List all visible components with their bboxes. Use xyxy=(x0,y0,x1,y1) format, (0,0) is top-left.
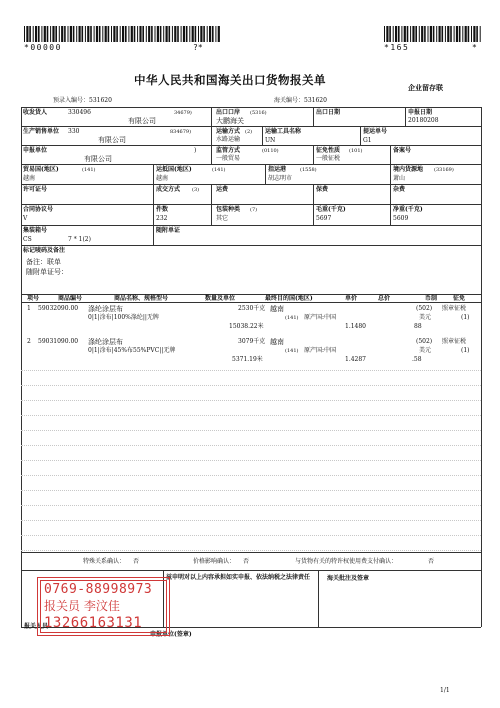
barcode-bar xyxy=(35,26,37,42)
item-qty-length: 15038.22米 xyxy=(229,323,264,330)
col-header-hs-code: 商品编号 xyxy=(58,295,83,302)
levy-nature-code: (101) xyxy=(349,148,363,154)
barcode-bar xyxy=(433,26,435,42)
dest-port-code: (1558) xyxy=(300,167,317,173)
net-weight-value: 5609 xyxy=(393,215,409,222)
barcode-bar xyxy=(108,26,110,42)
guide-line xyxy=(21,385,481,386)
guide-line xyxy=(21,445,481,446)
barcode-bar xyxy=(174,26,176,42)
col-header-currency: 币制 xyxy=(425,295,438,302)
price-impact-value: 否 xyxy=(243,558,250,565)
transport-code: (2) xyxy=(245,129,253,135)
special-relation-value: 否 xyxy=(133,558,140,565)
remarks-label: 标记唛码及备注 xyxy=(23,247,66,254)
package-label: 包装种类 xyxy=(216,206,241,213)
barcode-bar xyxy=(85,26,86,42)
barcode-bar xyxy=(177,26,179,42)
item-total-tail: 88 xyxy=(414,323,422,330)
pieces-label: 件数 xyxy=(156,206,169,213)
barcode-bar xyxy=(111,26,112,42)
col-header-item-no: 项号 xyxy=(27,295,40,302)
declare-date-label: 申报日期 xyxy=(408,109,433,116)
barcode-bar xyxy=(395,26,397,42)
barcode-bar xyxy=(389,26,391,42)
barcode-bar xyxy=(450,26,452,42)
barcode-bar xyxy=(128,26,129,42)
barcode-right xyxy=(384,26,482,42)
item-name: 涤纶涂层布 xyxy=(88,338,123,346)
barcode-bar xyxy=(68,26,69,42)
barcode-bar xyxy=(393,26,394,42)
item-origin: 原产国:中国 xyxy=(304,347,337,354)
barcode-bar xyxy=(439,26,441,42)
legal-statement: 兹申明对以上内容承担如实申报、依法纳税之法律责任 xyxy=(166,574,311,581)
barcode-bar xyxy=(33,26,34,42)
stamp-mobile: 13266163131 xyxy=(44,615,143,631)
barcode-bar xyxy=(480,26,481,42)
trade-country-value: 越南 xyxy=(23,175,36,182)
barcode-bar xyxy=(386,26,388,42)
declare-date-value: 20180208 xyxy=(408,117,439,124)
export-date-label: 出口日期 xyxy=(316,109,341,116)
barcode-bar xyxy=(59,26,60,42)
stamp-person: 报关员 李汶佳 xyxy=(44,599,120,613)
barcode-bar xyxy=(442,26,444,42)
barcode-bar xyxy=(116,26,118,42)
item-spec: 0|1|涂布|100%涤纶||无牌 xyxy=(88,314,159,321)
customs-number-label: 海关编号：531620 xyxy=(274,97,327,104)
royalty-label: 与货物有关的特许权使用费支付确认： xyxy=(295,558,398,565)
dest-country-value: 越南 xyxy=(156,175,169,182)
barcode-bar xyxy=(401,26,402,42)
pre-entry-number: 531620 xyxy=(89,97,112,104)
guide-line xyxy=(21,475,481,476)
barcode-bar xyxy=(424,26,426,42)
barcode-bar xyxy=(155,26,156,42)
barcode-bar xyxy=(151,26,153,42)
barcode-bar xyxy=(148,26,150,42)
barcode-left xyxy=(24,26,220,42)
barcode-bar xyxy=(70,26,72,42)
barcode-bar xyxy=(55,26,57,42)
barcode-bar xyxy=(198,26,199,42)
barcode-bar xyxy=(404,26,406,42)
col-header-levy: 征免 xyxy=(453,295,466,302)
col-header-destination: 最终目的国(地区) xyxy=(265,295,313,302)
item-unit-price: 1.4287 xyxy=(345,356,366,363)
item-qty-length: 5371.19米 xyxy=(232,356,263,363)
item-no: 1 xyxy=(27,305,31,312)
producer-name: 有限公司 xyxy=(98,136,126,144)
vessel-value: UN xyxy=(265,137,276,144)
barcode-bar xyxy=(476,26,478,42)
customs-number: 531620 xyxy=(304,97,327,104)
item-currency-code: (502) xyxy=(416,305,433,312)
transport-value: 水路运输 xyxy=(216,136,241,143)
remarks-line-2: 随附单证号： xyxy=(26,268,68,276)
barcode-bar xyxy=(38,26,40,42)
barcode-bar xyxy=(195,26,197,42)
barcode-bar xyxy=(447,26,449,42)
barcode-bar xyxy=(139,26,141,42)
transport-label: 运输方式 xyxy=(216,128,241,135)
container-label: 集装箱号 xyxy=(23,227,48,234)
item-hs-code: 59032090.00 xyxy=(38,305,79,312)
stamp-phone: 0769-88998973 xyxy=(44,582,153,597)
declarant-paren: ) xyxy=(194,147,197,154)
attached-docs-label: 随附单证 xyxy=(156,227,181,234)
vessel-label: 运输工具名称 xyxy=(265,128,302,135)
barcode-bar xyxy=(160,26,162,42)
goods-source-code: (33169) xyxy=(434,167,454,173)
guide-line xyxy=(21,535,481,536)
gross-weight-label: 毛重(千克) xyxy=(316,206,346,213)
item-name: 涤纶涂层布 xyxy=(88,305,123,313)
col-header-total-price: 总价 xyxy=(378,295,391,302)
barcode-bar xyxy=(412,26,414,42)
guide-line xyxy=(21,430,481,431)
item-spec: 0|1|涂布|45%布55%PVC||无牌 xyxy=(88,347,176,354)
barcode-bar xyxy=(90,26,92,42)
barcode-bar xyxy=(64,26,66,42)
consignor-label: 收发货人 xyxy=(23,109,48,116)
price-impact-label: 价格影响确认： 否 xyxy=(193,558,250,565)
deal-mode-label: 成交方式 xyxy=(156,186,181,193)
barcode-bar xyxy=(105,26,107,42)
barcode-bar xyxy=(41,26,42,42)
barcode-bar xyxy=(113,26,115,42)
barcode-bar xyxy=(212,26,214,42)
item-hs-code: 59031090.00 xyxy=(38,338,79,345)
levy-nature-label: 征免性质 xyxy=(316,147,341,154)
barcode-bar xyxy=(87,26,89,42)
export-port-value: 大鹏海关 xyxy=(216,117,244,125)
barcode-bar xyxy=(125,26,127,42)
item-levy: 照章征税 xyxy=(442,338,467,345)
barcode-bar xyxy=(169,26,171,42)
barcode-bar xyxy=(419,26,420,42)
item-levy-code: (1) xyxy=(461,347,470,354)
item-origin: 原产国:中国 xyxy=(304,314,337,321)
item-destination-code: (141) xyxy=(285,348,299,354)
barcode-bar xyxy=(47,26,49,42)
dest-country-label: 运抵国(地区) xyxy=(156,166,192,173)
item-qty-weight: 3079千克 xyxy=(238,338,266,345)
bl-value: G1 xyxy=(363,137,372,144)
barcode-bar xyxy=(142,26,144,42)
record-no-label: 备案号 xyxy=(393,147,412,154)
item-destination: 越南 xyxy=(270,338,284,346)
barcode-bar xyxy=(209,26,211,42)
barcode-right-suffix: * xyxy=(472,43,477,52)
dest-port-label: 指运港 xyxy=(268,166,287,173)
barcode-bar xyxy=(445,26,446,42)
item-levy-code: (1) xyxy=(461,314,470,321)
guide-line xyxy=(21,520,481,521)
pieces-value: 232 xyxy=(156,215,168,222)
supervision-label: 监管方式 xyxy=(216,147,241,154)
item-destination-code: (141) xyxy=(285,315,299,321)
barcode-bar xyxy=(122,26,124,42)
barcode-bar xyxy=(99,26,101,42)
barcode-bar xyxy=(120,26,121,42)
producer-code: 330 xyxy=(68,128,80,135)
barcode-bar xyxy=(471,26,472,42)
insurance-label: 保费 xyxy=(316,186,329,193)
guide-line xyxy=(21,505,481,506)
barcode-bar xyxy=(407,26,409,42)
bl-label: 提运单号 xyxy=(363,128,388,135)
barcode-bar xyxy=(172,26,173,42)
barcode-bar xyxy=(189,26,190,42)
barcode-bar xyxy=(131,26,133,42)
trade-country-code: (141) xyxy=(82,167,96,173)
barcode-bar xyxy=(454,26,455,42)
page-number: 1/1 xyxy=(440,687,450,694)
barcode-bar xyxy=(79,26,81,42)
barcode-bar xyxy=(61,26,63,42)
customs-approval-label: 海关批注及签章 xyxy=(327,575,370,582)
barcode-bar xyxy=(192,26,194,42)
dest-port-value: 胡志明市 xyxy=(268,175,293,182)
levy-nature-value: 一般征税 xyxy=(316,155,341,162)
barcode-bar xyxy=(183,26,185,42)
barcode-bar xyxy=(436,26,437,42)
freight-label: 运费 xyxy=(216,186,229,193)
item-currency: 美元 xyxy=(419,314,432,321)
misc-fee-label: 杂费 xyxy=(393,186,406,193)
col-header-name-spec: 商品名称、规格型号 xyxy=(114,295,169,302)
barcode-right-text: *165 xyxy=(384,43,410,52)
deal-mode-code: (3) xyxy=(192,187,200,193)
barcode-bar xyxy=(82,26,84,42)
barcode-bar xyxy=(215,26,216,42)
barcode-bar xyxy=(146,26,147,42)
guide-line xyxy=(21,550,481,551)
package-code: (7) xyxy=(250,207,258,213)
supervision-code: (0110) xyxy=(262,148,279,154)
producer-label: 生产销售单位 xyxy=(23,128,60,135)
net-weight-label: 净重(千克) xyxy=(393,206,423,213)
goods-source-value: 萧山 xyxy=(393,175,406,182)
item-no: 2 xyxy=(27,338,31,345)
package-value: 其它 xyxy=(216,215,229,222)
remarks-line-1: 备注：联单 xyxy=(26,258,61,266)
consignor-name: 有限公司 xyxy=(128,117,156,125)
special-relation-label: 特殊关系确认： 否 xyxy=(83,558,140,565)
barcode-bar xyxy=(76,26,77,42)
col-header-unit-price: 单价 xyxy=(345,295,358,302)
barcode-bar xyxy=(166,26,168,42)
gross-weight-value: 5697 xyxy=(316,215,332,222)
copy-type-label: 企业留存联 xyxy=(408,84,443,92)
barcode-bar xyxy=(102,26,103,42)
item-destination: 越南 xyxy=(270,305,284,313)
contract-label: 合同协议号 xyxy=(23,206,54,213)
barcode-bar xyxy=(207,26,208,42)
barcode-bar xyxy=(410,26,411,42)
barcode-bar xyxy=(26,26,28,42)
barcode-left-suffix: ?* xyxy=(193,43,203,52)
barcode-bar xyxy=(200,26,202,42)
container-count: 7 * 1(2) xyxy=(68,236,91,243)
declarant-unit-label: 申报单位(签章) xyxy=(150,631,192,638)
barcode-bar xyxy=(421,26,423,42)
declarant-stamp xyxy=(37,577,170,636)
barcode-bar xyxy=(473,26,475,42)
barcode-bar xyxy=(134,26,136,42)
guide-line xyxy=(21,460,481,461)
document-title: 中华人民共和国海关出口货物报关单 xyxy=(134,73,326,87)
barcode-bar xyxy=(465,26,467,42)
barcode-bar xyxy=(430,26,432,42)
license-label: 许可证号 xyxy=(23,186,48,193)
guide-line xyxy=(21,490,481,491)
barcode-bar xyxy=(52,26,54,42)
royalty-value: 否 xyxy=(428,558,435,565)
barcode-bar xyxy=(462,26,463,42)
declarant-name: 有限公司 xyxy=(84,155,112,163)
export-port-code: (5316) xyxy=(250,110,267,116)
supervision-value: 一般贸易 xyxy=(216,155,241,162)
barcode-bar xyxy=(94,26,95,42)
item-levy: 照章征税 xyxy=(442,305,467,312)
col-header-quantity: 数量及单位 xyxy=(205,295,236,302)
barcode-bar xyxy=(186,26,188,42)
barcode-bar xyxy=(44,26,46,42)
pre-entry-label: 预录入编号：531620 xyxy=(53,97,112,104)
barcode-bar xyxy=(468,26,470,42)
barcode-bar xyxy=(24,26,25,42)
declarant-person-label: 报关人员 xyxy=(24,623,49,630)
guide-line xyxy=(21,370,481,371)
barcode-bar xyxy=(218,26,220,42)
producer-code-suffix: 834679) xyxy=(170,129,192,135)
goods-source-label: 境内货源地 xyxy=(393,166,424,173)
item-currency: 美元 xyxy=(419,347,432,354)
guide-line xyxy=(21,415,481,416)
barcode-bar xyxy=(398,26,400,42)
consignor-code-suffix: 34679) xyxy=(174,110,192,116)
barcode-bar xyxy=(415,26,417,42)
barcode-bar xyxy=(73,26,75,42)
guide-line xyxy=(21,400,481,401)
barcode-bar xyxy=(181,26,182,42)
barcode-bar xyxy=(428,26,429,42)
barcode-bar xyxy=(137,26,138,42)
barcode-left-text: *00000 xyxy=(24,43,62,52)
item-unit-price: 1.1480 xyxy=(345,323,366,330)
trade-country-label: 贸易国(地区) xyxy=(23,166,59,173)
item-currency-code: (502) xyxy=(416,338,433,345)
export-port-label: 出口口岸 xyxy=(216,109,241,116)
barcode-bar xyxy=(29,26,31,42)
barcode-bar xyxy=(50,26,51,42)
item-total-tail: .58 xyxy=(412,356,422,363)
barcode-bar xyxy=(96,26,98,42)
contract-value: V xyxy=(23,215,28,222)
barcode-bar xyxy=(384,26,385,42)
barcode-bar xyxy=(163,26,164,42)
consignor-code: 330496 xyxy=(68,109,91,116)
container-value: CS xyxy=(23,236,32,243)
dest-country-code: (141) xyxy=(212,167,226,173)
barcode-bar xyxy=(157,26,159,42)
declarant-label: 申报单位 xyxy=(23,147,48,154)
barcode-bar xyxy=(456,26,458,42)
barcode-bar xyxy=(203,26,205,42)
item-qty-weight: 2530千克 xyxy=(238,305,266,312)
barcode-bar xyxy=(459,26,461,42)
